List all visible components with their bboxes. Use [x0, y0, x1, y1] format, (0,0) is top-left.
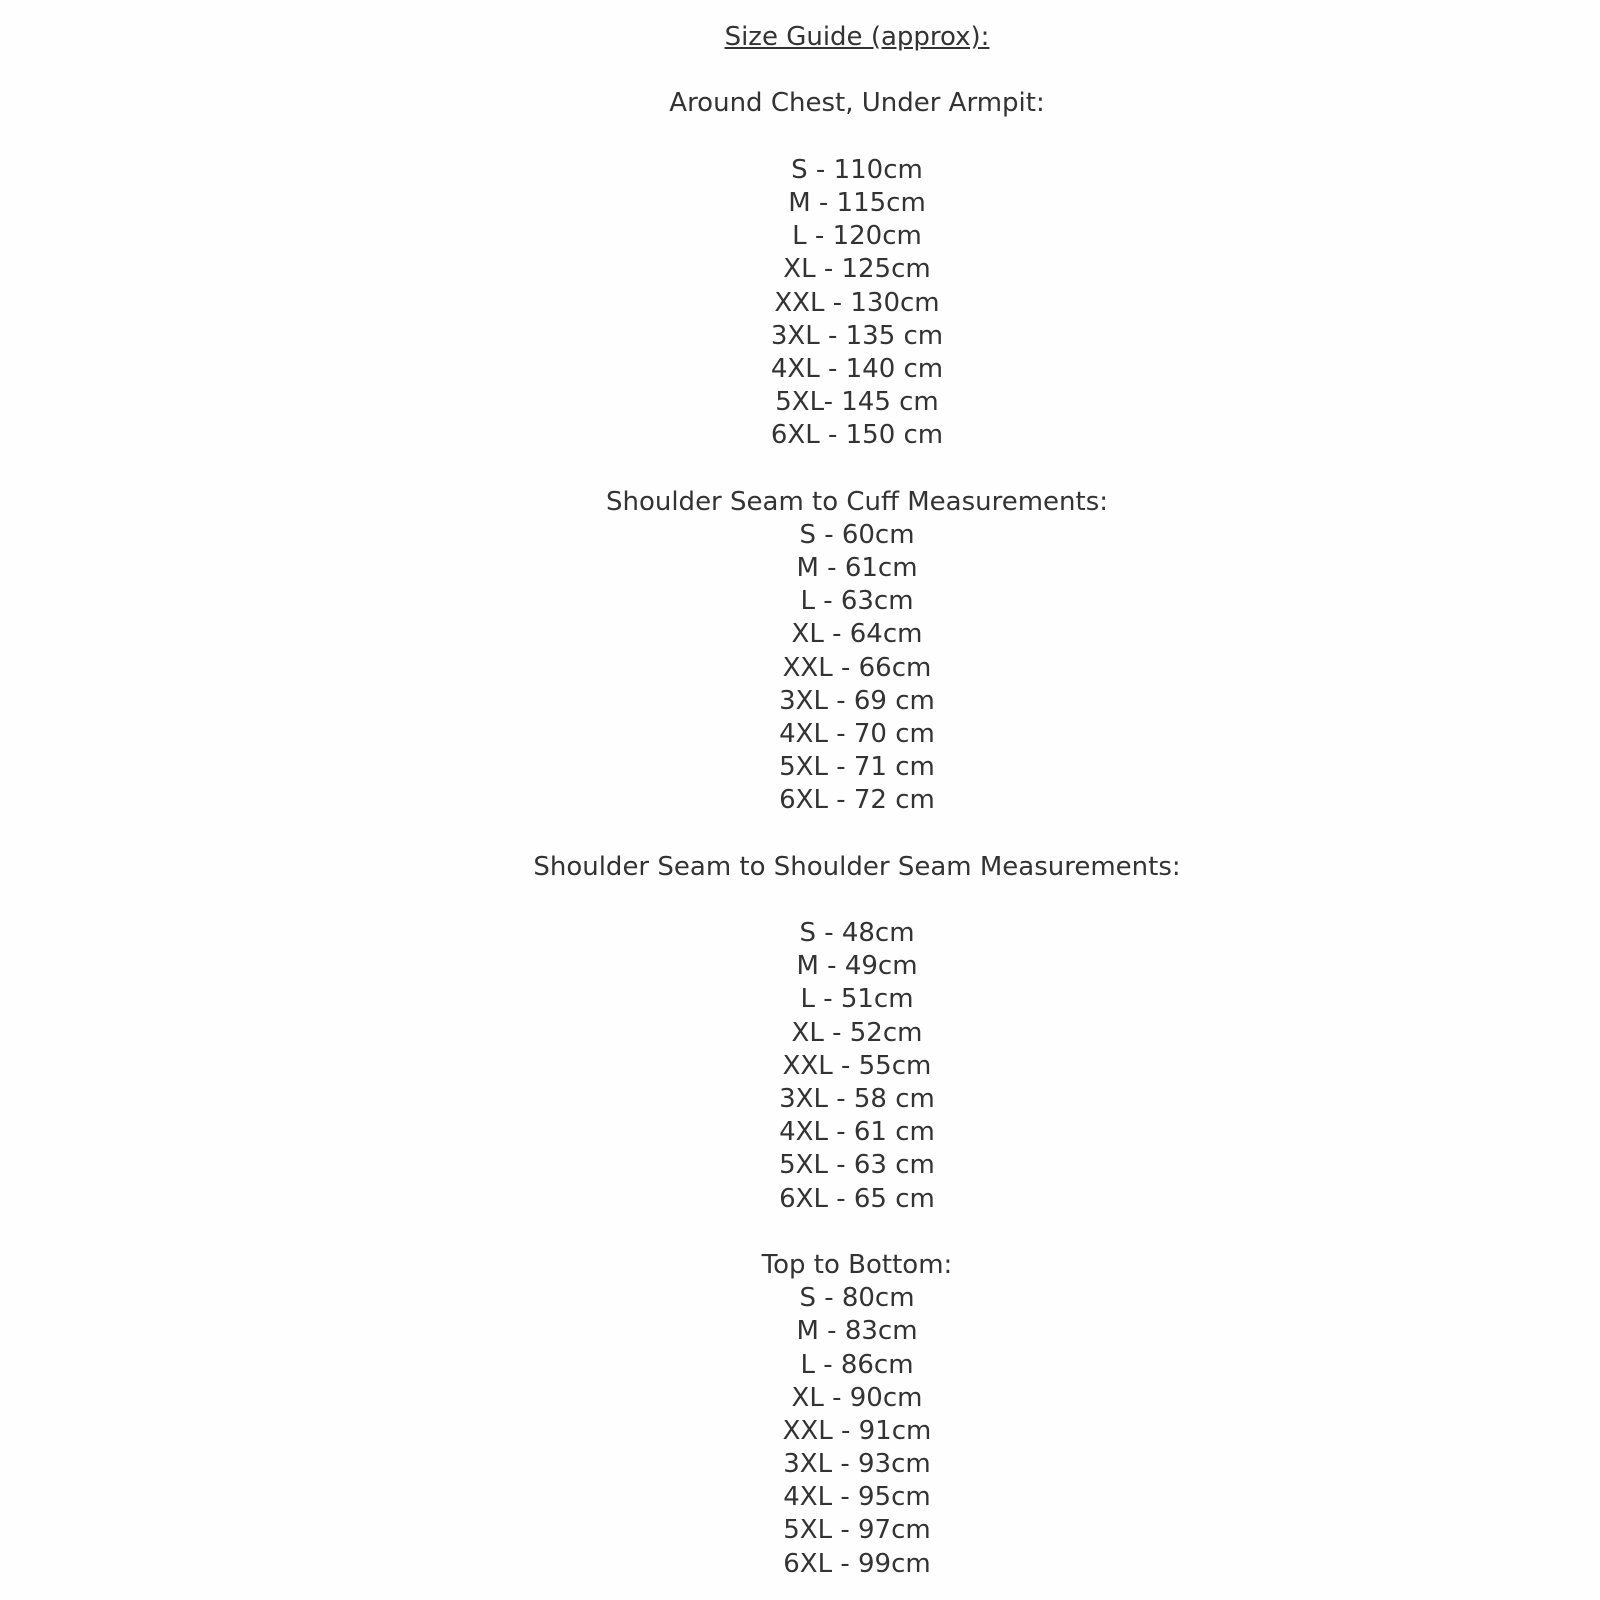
size-row: 6XL - 150 cm [770, 420, 944, 451]
size-row: XXL - 91cm [782, 1415, 932, 1446]
size-row: M - 61cm [796, 553, 918, 583]
size-row: 5XL - 71 cm [779, 752, 935, 783]
size-row: XXL - 66cm [782, 652, 932, 683]
size-guide-document [114, 0, 1600, 1581]
size-row: 6XL - 99cm [783, 1548, 931, 1579]
section-heading: Shoulder Seam to Shoulder Seam Measurements: [533, 851, 1181, 882]
blank-line [114, 54, 1600, 87]
size-row: S - 110cm [791, 154, 923, 185]
blank-line [114, 121, 1600, 154]
size-row: L - 63cm [800, 586, 914, 617]
blank-line [114, 452, 1600, 485]
blank-line [114, 1216, 1600, 1249]
size-row: 5XL- 145 cm [775, 387, 939, 418]
size-row: 6XL - 72 cm [779, 785, 935, 816]
size-row: 4XL - 140 cm [770, 353, 944, 384]
blank-line [114, 818, 1600, 851]
size-row: 3XL - 135 cm [770, 320, 944, 351]
size-row: 3XL - 58 cm [779, 1084, 935, 1114]
size-row: XL - 64cm [791, 619, 923, 650]
section-heading: Shoulder Seam to Cuff Measurements: [605, 486, 1109, 517]
size-row: XXL - 55cm [782, 1050, 932, 1081]
size-row: 4XL - 61 cm [779, 1117, 935, 1148]
size-row: XXL - 130cm [774, 287, 940, 318]
size-row: M - 115cm [788, 187, 926, 218]
size-row: M - 49cm [796, 951, 918, 982]
size-row: S - 80cm [799, 1283, 915, 1314]
size-guide-sections [114, 54, 1600, 1581]
size-row: L - 120cm [792, 221, 922, 252]
size-row: 5XL - 63 cm [779, 1150, 935, 1181]
page-title: Size Guide (approx): [724, 22, 990, 52]
size-row: L - 51cm [800, 984, 914, 1015]
size-row: M - 83cm [796, 1316, 918, 1347]
size-row: XL - 52cm [791, 1017, 923, 1048]
size-row: 3XL - 69 cm [779, 685, 935, 716]
size-row: XL - 125cm [783, 254, 931, 285]
size-row: 6XL - 65 cm [779, 1183, 935, 1214]
blank-line [114, 884, 1600, 917]
section-heading: Top to Bottom: [761, 1249, 953, 1280]
size-row: 4XL - 70 cm [779, 718, 935, 749]
size-row: S - 48cm [799, 918, 915, 949]
section-heading: Around Chest, Under Armpit: [669, 88, 1045, 119]
size-row: 4XL - 95cm [783, 1482, 931, 1513]
size-row: L - 86cm [800, 1349, 914, 1380]
size-row: S - 60cm [799, 519, 915, 550]
size-row: 5XL - 97cm [783, 1515, 931, 1546]
size-row: XL - 90cm [791, 1382, 923, 1413]
size-row: 3XL - 93cm [783, 1449, 931, 1480]
